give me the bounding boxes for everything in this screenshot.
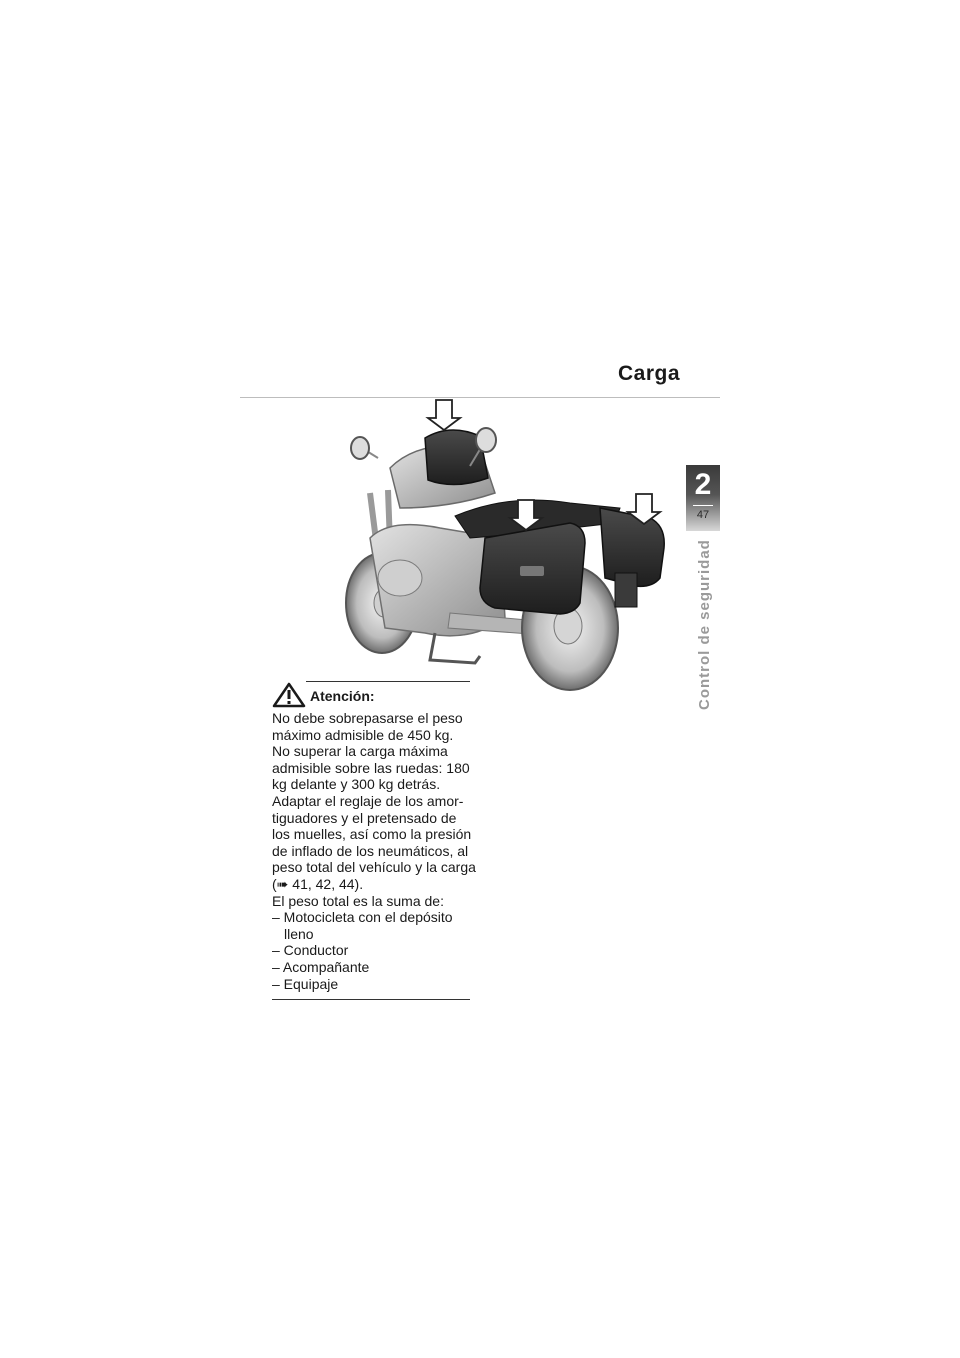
chapter-number: 2 [694, 468, 712, 501]
warning-paragraph: No debe sobrepasarse el peso máximo admisible de 450 kg. [272, 710, 463, 743]
chapter-divider [693, 505, 713, 506]
list-item: – Motocicleta con el depósito lleno [272, 909, 453, 942]
page-number: 47 [696, 509, 710, 521]
warning-header [272, 680, 472, 706]
page-title: Carga [617, 362, 680, 385]
chapter-side-label: Control de seguridad [696, 539, 713, 710]
list-item: – Equipaje [272, 975, 339, 992]
arrow-tank-bag [428, 400, 460, 430]
warning-triangle-icon [272, 682, 306, 708]
warning-paragraph: No superar la carga máxima admisible sobre las ruedas: 180 kg delante y 300 kg detrás. [272, 743, 470, 793]
motorcycle-illustration [330, 398, 690, 698]
left-mirror [351, 437, 369, 459]
warning-bottom-rule [272, 999, 470, 1000]
list-item: – Conductor [272, 942, 349, 959]
warning-paragraph: El peso total es la suma de: [272, 892, 444, 909]
right-mirror [476, 428, 496, 452]
license-plate [615, 573, 637, 607]
chapter-tab [686, 465, 720, 531]
warning-title: Atención: [310, 688, 375, 704]
warning-body [272, 710, 478, 992]
cylinder-head [378, 560, 422, 596]
warning-paragraph: Adaptar el reglaje de los amor- tiguadores y el pretensado de los muelles, así como la presión de inflado de los neumáticos, al peso total del vehículo y la carga (➠ 41, 42, 44). [272, 792, 476, 892]
list-item: – Acompañante [272, 958, 370, 975]
